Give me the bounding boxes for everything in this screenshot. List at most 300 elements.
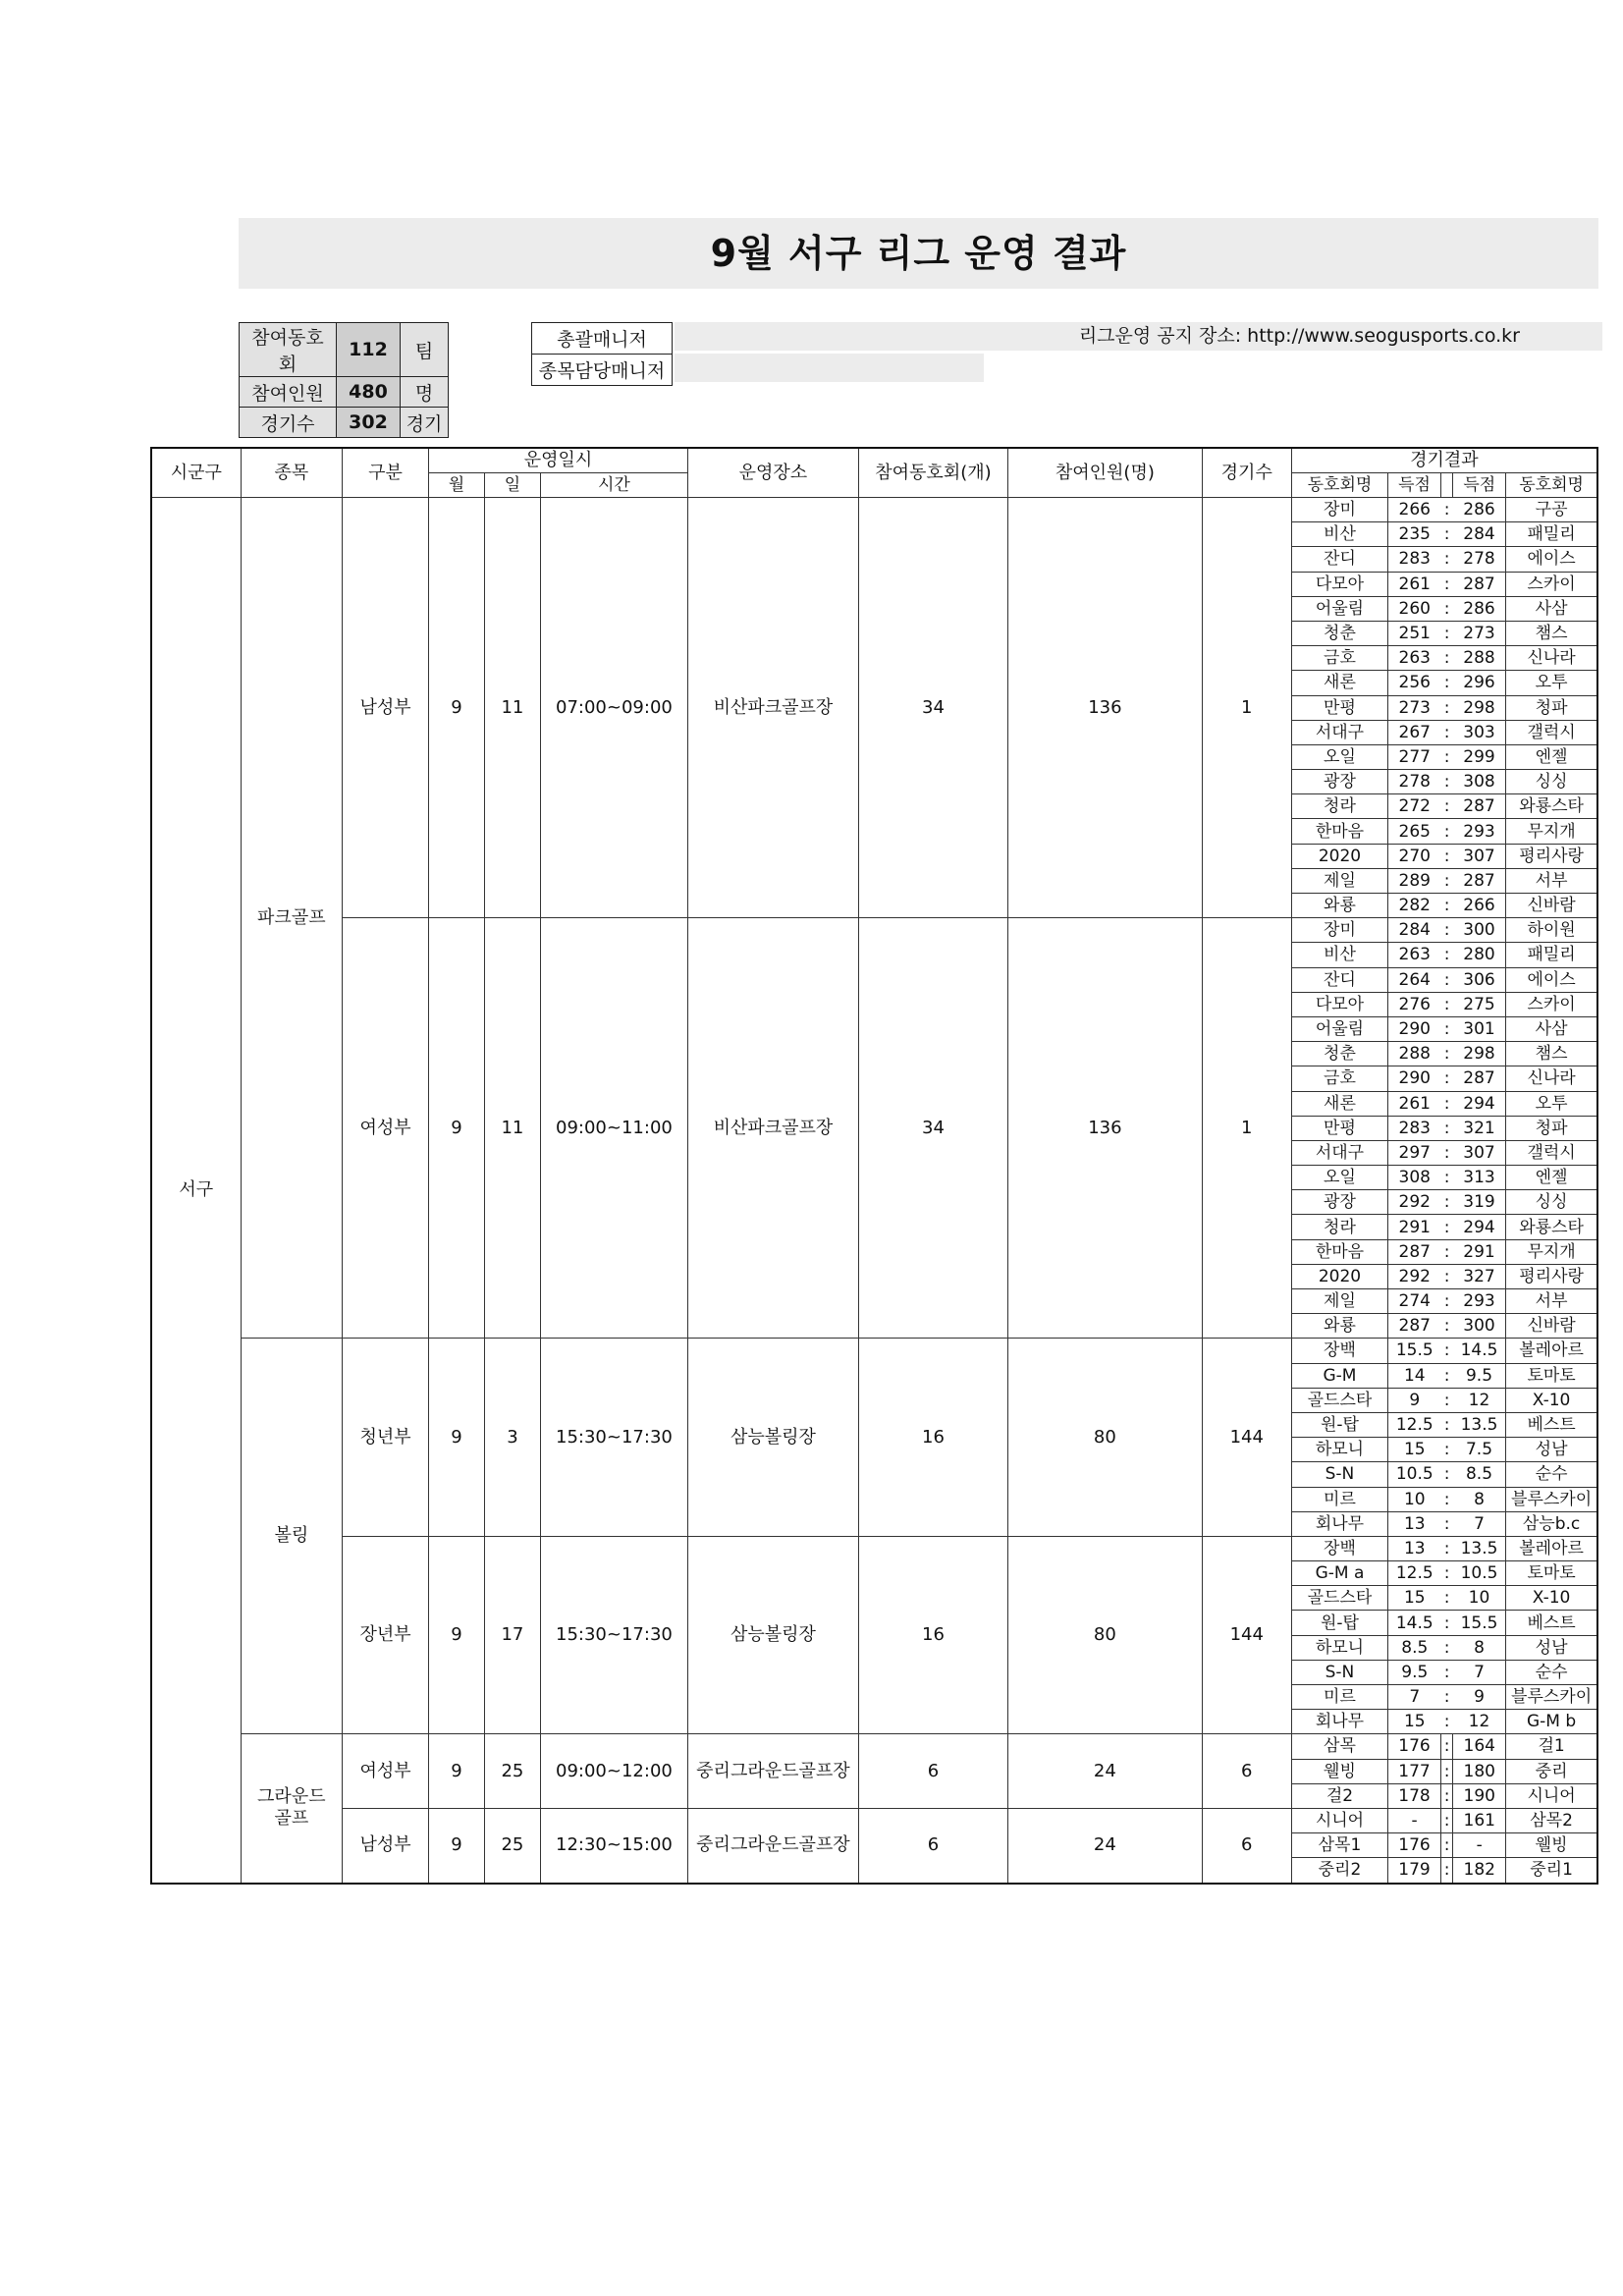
venue-cell: 비산파크골프장	[687, 498, 858, 918]
header-club-name: 동호회명	[1291, 473, 1387, 498]
month-cell: 9	[429, 918, 485, 1339]
match-separator: :	[1440, 1759, 1452, 1783]
match-score-away: 180	[1453, 1759, 1506, 1783]
match-separator: :	[1440, 572, 1452, 596]
match-score-home: 291	[1388, 1215, 1441, 1239]
match-separator: :	[1440, 596, 1452, 621]
match-separator: :	[1440, 671, 1452, 695]
match-score-home: 13	[1388, 1536, 1441, 1560]
match-separator: :	[1440, 918, 1452, 943]
match-club-home: 제일	[1291, 868, 1387, 893]
match-club-home: 웰빙	[1291, 1759, 1387, 1783]
venue-cell: 비산파크골프장	[687, 918, 858, 1339]
match-club-home: 중리2	[1291, 1858, 1387, 1884]
match-club-away: 에이스	[1506, 547, 1597, 572]
match-score-home: 265	[1388, 819, 1441, 844]
match-club-home: 하모니	[1291, 1635, 1387, 1660]
match-score-home: 14.5	[1388, 1611, 1441, 1635]
match-score-home: 267	[1388, 720, 1441, 744]
match-score-away: 291	[1453, 1239, 1506, 1264]
match-club-away: 토마토	[1506, 1363, 1597, 1388]
match-club-home: 광장	[1291, 770, 1387, 794]
table-row	[151, 1536, 1597, 1560]
match-score-home: 260	[1388, 596, 1441, 621]
people-cell: 24	[1008, 1734, 1203, 1809]
summary-label: 경기수	[240, 408, 337, 438]
header-games: 경기수	[1202, 448, 1291, 498]
match-score-home: 7	[1388, 1685, 1441, 1710]
match-score-home: -	[1388, 1808, 1441, 1832]
match-score-away: 9.5	[1453, 1363, 1506, 1388]
match-club-home: 장미	[1291, 498, 1387, 522]
match-club-home: 잔디	[1291, 547, 1387, 572]
table-row	[151, 1734, 1597, 1759]
games-cell: 1	[1202, 498, 1291, 918]
time-cell: 15:30~17:30	[540, 1339, 687, 1537]
people-cell: 80	[1008, 1339, 1203, 1537]
match-score-home: 176	[1388, 1734, 1441, 1759]
match-score-home: 270	[1388, 844, 1441, 868]
month-cell: 9	[429, 1339, 485, 1537]
people-cell: 24	[1008, 1808, 1203, 1883]
venue-cell: 삼능볼링장	[687, 1339, 858, 1537]
match-separator: :	[1440, 1685, 1452, 1710]
match-score-home: 179	[1388, 1858, 1441, 1884]
match-club-home: 2020	[1291, 1264, 1387, 1288]
people-cell: 80	[1008, 1536, 1203, 1734]
match-club-away: 블루스카이	[1506, 1487, 1597, 1511]
match-club-home: 회나무	[1291, 1511, 1387, 1536]
match-club-home: 한마음	[1291, 1239, 1387, 1264]
match-score-home: 287	[1388, 1239, 1441, 1264]
match-separator: :	[1440, 1016, 1452, 1041]
match-club-home: 만평	[1291, 695, 1387, 720]
match-score-home: 274	[1388, 1289, 1441, 1314]
match-separator: :	[1440, 1462, 1452, 1487]
match-score-home: 14	[1388, 1363, 1441, 1388]
division-cell: 남성부	[343, 498, 429, 918]
match-score-away: 286	[1453, 596, 1506, 621]
match-score-home: 266	[1388, 498, 1441, 522]
match-separator: :	[1440, 992, 1452, 1016]
match-separator: :	[1440, 943, 1452, 967]
match-separator: :	[1440, 1710, 1452, 1734]
match-club-home: 삼목1	[1291, 1833, 1387, 1858]
match-score-away: 286	[1453, 498, 1506, 522]
match-club-home: 비산	[1291, 522, 1387, 547]
match-score-away: 294	[1453, 1215, 1506, 1239]
match-club-away: 청파	[1506, 695, 1597, 720]
match-club-away: 토마토	[1506, 1561, 1597, 1586]
match-score-home: 10.5	[1388, 1462, 1441, 1487]
match-score-home: 289	[1388, 868, 1441, 893]
table-row	[151, 918, 1597, 943]
match-score-home: 177	[1388, 1759, 1441, 1783]
match-club-home: 청춘	[1291, 621, 1387, 645]
sport-cell: 볼링	[241, 1339, 343, 1734]
match-club-away: 평리사랑	[1506, 1264, 1597, 1288]
match-score-away: 294	[1453, 1091, 1506, 1116]
match-separator: :	[1440, 1066, 1452, 1091]
match-club-home: 금호	[1291, 1066, 1387, 1091]
match-score-home: 290	[1388, 1016, 1441, 1041]
match-club-away: 신나라	[1506, 646, 1597, 671]
match-club-home: 잔디	[1291, 967, 1387, 992]
summary-unit: 팀	[401, 323, 449, 377]
match-score-home: 290	[1388, 1066, 1441, 1091]
match-score-away: 266	[1453, 894, 1506, 918]
clubs-cell: 34	[858, 918, 1007, 1339]
header-clubs: 참여동호회(개)	[858, 448, 1007, 498]
match-separator: :	[1440, 1363, 1452, 1388]
division-cell: 청년부	[343, 1339, 429, 1537]
match-score-home: 292	[1388, 1264, 1441, 1288]
match-separator: :	[1440, 1264, 1452, 1288]
match-club-away: 오투	[1506, 671, 1597, 695]
match-club-home: 비산	[1291, 943, 1387, 967]
day-cell: 11	[484, 498, 540, 918]
match-score-away: 308	[1453, 770, 1506, 794]
month-cell: 9	[429, 1536, 485, 1734]
match-club-home: 새론	[1291, 1091, 1387, 1116]
summary-label: 참여인원	[240, 377, 337, 408]
match-club-home: 2020	[1291, 844, 1387, 868]
manager-label: 총괄매니저	[532, 323, 673, 355]
match-score-home: 283	[1388, 1116, 1441, 1140]
match-club-away: 사삼	[1506, 1016, 1597, 1041]
match-score-home: 256	[1388, 671, 1441, 695]
match-separator: :	[1440, 1339, 1452, 1363]
match-score-away: 319	[1453, 1190, 1506, 1215]
match-club-away: 구공	[1506, 498, 1597, 522]
day-cell: 25	[484, 1808, 540, 1883]
header-separator	[1440, 473, 1452, 498]
match-score-home: 9	[1388, 1388, 1441, 1412]
games-cell: 144	[1202, 1339, 1291, 1537]
match-separator: :	[1440, 1833, 1452, 1858]
match-club-away: 중리1	[1506, 1858, 1597, 1884]
summary-value: 302	[337, 408, 401, 438]
match-club-away: 무지개	[1506, 819, 1597, 844]
match-club-away: 청파	[1506, 1116, 1597, 1140]
match-club-home: 골드스타	[1291, 1586, 1387, 1611]
match-club-away: 베스트	[1506, 1412, 1597, 1437]
match-score-home: 9.5	[1388, 1660, 1441, 1684]
match-club-home: 금호	[1291, 646, 1387, 671]
day-cell: 11	[484, 918, 540, 1339]
match-score-home: 261	[1388, 572, 1441, 596]
division-cell: 남성부	[343, 1808, 429, 1883]
match-club-home: 미르	[1291, 1685, 1387, 1710]
header-result: 경기결과	[1291, 448, 1597, 473]
match-score-home: 12.5	[1388, 1561, 1441, 1586]
header-club-name: 동호회명	[1506, 473, 1597, 498]
match-score-away: 321	[1453, 1116, 1506, 1140]
people-cell: 136	[1008, 918, 1203, 1339]
summary-label: 참여동호회	[240, 323, 337, 377]
match-separator: :	[1440, 1215, 1452, 1239]
summary-unit: 명	[401, 377, 449, 408]
match-separator: :	[1440, 1511, 1452, 1536]
match-club-home: 광장	[1291, 1190, 1387, 1215]
match-score-away: 12	[1453, 1388, 1506, 1412]
match-club-away: 싱싱	[1506, 770, 1597, 794]
match-score-away: 273	[1453, 621, 1506, 645]
match-score-home: 10	[1388, 1487, 1441, 1511]
match-club-away: 사삼	[1506, 596, 1597, 621]
match-club-home: 와룡	[1291, 894, 1387, 918]
match-score-home: 287	[1388, 1314, 1441, 1339]
match-score-away: 164	[1453, 1734, 1506, 1759]
summary-unit: 경기	[401, 408, 449, 438]
match-club-away: 와룡스타	[1506, 794, 1597, 819]
match-separator: :	[1440, 1042, 1452, 1066]
match-separator: :	[1440, 1858, 1452, 1884]
match-separator: :	[1440, 1140, 1452, 1165]
match-separator: :	[1440, 794, 1452, 819]
match-club-home: 어울림	[1291, 1016, 1387, 1041]
match-score-away: 275	[1453, 992, 1506, 1016]
match-score-away: 14.5	[1453, 1339, 1506, 1363]
notice-text: 리그운영 공지 장소: http://www.seogusports.co.kr	[1078, 325, 1520, 347]
match-club-away: 성남	[1506, 1438, 1597, 1462]
match-separator: :	[1440, 1783, 1452, 1808]
match-score-away: 313	[1453, 1166, 1506, 1190]
match-separator: :	[1440, 1190, 1452, 1215]
table-row	[151, 1808, 1597, 1832]
match-score-home: 263	[1388, 943, 1441, 967]
match-club-away: 하이원	[1506, 918, 1597, 943]
match-club-away: 평리사랑	[1506, 844, 1597, 868]
match-club-home: 새론	[1291, 671, 1387, 695]
match-club-away: 엔젤	[1506, 744, 1597, 769]
match-club-home: 원-탑	[1291, 1412, 1387, 1437]
match-separator: :	[1440, 1314, 1452, 1339]
match-separator: :	[1440, 1116, 1452, 1140]
summary-row-people	[240, 377, 449, 408]
match-score-home: 12.5	[1388, 1412, 1441, 1437]
match-separator: :	[1440, 1611, 1452, 1635]
summary-table	[239, 322, 449, 438]
match-club-home: G-M	[1291, 1363, 1387, 1388]
match-separator: :	[1440, 1536, 1452, 1560]
match-score-away: 300	[1453, 918, 1506, 943]
match-club-home: 회나무	[1291, 1710, 1387, 1734]
match-club-away: 갤럭시	[1506, 720, 1597, 744]
match-score-away: 307	[1453, 1140, 1506, 1165]
clubs-cell: 34	[858, 498, 1007, 918]
match-club-home: 제일	[1291, 1289, 1387, 1314]
match-club-home: 청라	[1291, 794, 1387, 819]
table-row	[151, 1339, 1597, 1363]
match-separator: :	[1440, 1561, 1452, 1586]
match-score-home: 273	[1388, 695, 1441, 720]
match-score-away: 161	[1453, 1808, 1506, 1832]
header-score: 득점	[1453, 473, 1506, 498]
match-score-home: 15	[1388, 1586, 1441, 1611]
match-score-away: 327	[1453, 1264, 1506, 1288]
district-cell: 서구	[151, 498, 241, 1884]
match-separator: :	[1440, 720, 1452, 744]
match-separator: :	[1440, 646, 1452, 671]
match-score-away: 8.5	[1453, 1462, 1506, 1487]
match-club-home: 다모아	[1291, 572, 1387, 596]
summary-row-games	[240, 408, 449, 438]
day-cell: 17	[484, 1536, 540, 1734]
redacted-strip	[675, 354, 984, 382]
match-score-away: 287	[1453, 794, 1506, 819]
match-separator: :	[1440, 1166, 1452, 1190]
match-score-home: 176	[1388, 1833, 1441, 1858]
match-score-away: 13.5	[1453, 1536, 1506, 1560]
games-cell: 144	[1202, 1536, 1291, 1734]
games-cell: 6	[1202, 1734, 1291, 1809]
time-cell: 15:30~17:30	[540, 1536, 687, 1734]
match-score-home: 8.5	[1388, 1635, 1441, 1660]
header-district: 시군구	[151, 448, 241, 498]
match-score-away: 300	[1453, 1314, 1506, 1339]
match-separator: :	[1440, 819, 1452, 844]
match-score-away: 280	[1453, 943, 1506, 967]
header-month: 월	[429, 473, 485, 498]
time-cell: 09:00~11:00	[540, 918, 687, 1339]
match-score-away: 296	[1453, 671, 1506, 695]
match-score-away: 284	[1453, 522, 1506, 547]
match-separator: :	[1440, 844, 1452, 868]
match-score-away: 12	[1453, 1710, 1506, 1734]
match-score-away: 301	[1453, 1016, 1506, 1041]
match-separator: :	[1440, 744, 1452, 769]
match-club-away: 에이스	[1506, 967, 1597, 992]
match-club-away: 웰빙	[1506, 1833, 1597, 1858]
match-score-away: 7	[1453, 1511, 1506, 1536]
match-score-home: 15	[1388, 1438, 1441, 1462]
match-score-home: 278	[1388, 770, 1441, 794]
match-club-away: 챔스	[1506, 621, 1597, 645]
match-separator: :	[1440, 1289, 1452, 1314]
sport-cell: 그라운드 골프	[241, 1734, 343, 1884]
match-club-away: G-M b	[1506, 1710, 1597, 1734]
summary-row-clubs	[240, 323, 449, 377]
match-club-away: 신바람	[1506, 1314, 1597, 1339]
match-club-away: 패밀리	[1506, 522, 1597, 547]
match-club-away: 엔젤	[1506, 1166, 1597, 1190]
match-club-away: 갤럭시	[1506, 1140, 1597, 1165]
match-separator: :	[1440, 1660, 1452, 1684]
time-cell: 12:30~15:00	[540, 1808, 687, 1883]
match-club-away: 볼레아르	[1506, 1536, 1597, 1560]
match-separator: :	[1440, 1635, 1452, 1660]
month-cell: 9	[429, 1808, 485, 1883]
match-score-away: 190	[1453, 1783, 1506, 1808]
match-score-home: 297	[1388, 1140, 1441, 1165]
venue-cell: 중리그라운드골프장	[687, 1808, 858, 1883]
match-separator: :	[1440, 1586, 1452, 1611]
summary-value: 112	[337, 323, 401, 377]
match-club-home: 청라	[1291, 1215, 1387, 1239]
match-club-away: 시니어	[1506, 1783, 1597, 1808]
match-score-away: -	[1453, 1833, 1506, 1858]
clubs-cell: 16	[858, 1536, 1007, 1734]
match-separator: :	[1440, 1091, 1452, 1116]
match-separator: :	[1440, 770, 1452, 794]
venue-cell: 삼능볼링장	[687, 1536, 858, 1734]
match-club-home: 와룡	[1291, 1314, 1387, 1339]
match-club-away: 패밀리	[1506, 943, 1597, 967]
match-score-away: 293	[1453, 819, 1506, 844]
header-row	[151, 448, 1597, 473]
match-club-away: 걸1	[1506, 1734, 1597, 1759]
match-separator: :	[1440, 1808, 1452, 1832]
match-score-home: 263	[1388, 646, 1441, 671]
match-club-away: 오투	[1506, 1091, 1597, 1116]
manager-table	[531, 322, 673, 386]
match-score-away: 303	[1453, 720, 1506, 744]
manager-label: 종목담당매니저	[532, 355, 673, 386]
match-club-away: 신바람	[1506, 894, 1597, 918]
header-schedule: 운영일시	[429, 448, 688, 473]
header-score: 득점	[1388, 473, 1441, 498]
match-score-away: 10.5	[1453, 1561, 1506, 1586]
match-score-home: 264	[1388, 967, 1441, 992]
match-club-away: 스카이	[1506, 572, 1597, 596]
match-club-home: 만평	[1291, 1116, 1387, 1140]
division-cell: 여성부	[343, 918, 429, 1339]
match-score-home: 251	[1388, 621, 1441, 645]
match-club-away: 볼레아르	[1506, 1339, 1597, 1363]
match-separator: :	[1440, 894, 1452, 918]
match-score-away: 306	[1453, 967, 1506, 992]
match-score-away: 15.5	[1453, 1611, 1506, 1635]
match-separator: :	[1440, 1487, 1452, 1511]
match-club-home: 장미	[1291, 918, 1387, 943]
match-separator: :	[1440, 547, 1452, 572]
people-cell: 136	[1008, 498, 1203, 918]
match-separator: :	[1440, 868, 1452, 893]
match-score-home: 178	[1388, 1783, 1441, 1808]
match-club-away: 신나라	[1506, 1066, 1597, 1091]
match-club-away: 무지개	[1506, 1239, 1597, 1264]
month-cell: 9	[429, 498, 485, 918]
match-score-away: 8	[1453, 1635, 1506, 1660]
match-club-home: 삼목	[1291, 1734, 1387, 1759]
match-club-away: 서부	[1506, 1289, 1597, 1314]
match-score-away: 293	[1453, 1289, 1506, 1314]
match-score-home: 276	[1388, 992, 1441, 1016]
match-separator: :	[1440, 1388, 1452, 1412]
match-club-home: 한마음	[1291, 819, 1387, 844]
page-title: 9월 서구 리그 운영 결과	[710, 232, 1127, 275]
match-score-home: 272	[1388, 794, 1441, 819]
match-score-away: 8	[1453, 1487, 1506, 1511]
match-score-away: 307	[1453, 844, 1506, 868]
division-cell: 장년부	[343, 1536, 429, 1734]
match-score-away: 9	[1453, 1685, 1506, 1710]
match-score-away: 287	[1453, 868, 1506, 893]
match-score-away: 7.5	[1453, 1438, 1506, 1462]
match-club-home: 청춘	[1291, 1042, 1387, 1066]
clubs-cell: 16	[858, 1339, 1007, 1537]
match-score-home: 13	[1388, 1511, 1441, 1536]
match-club-away: 챔스	[1506, 1042, 1597, 1066]
match-score-home: 15	[1388, 1710, 1441, 1734]
match-club-home: 서대구	[1291, 720, 1387, 744]
match-club-away: 블루스카이	[1506, 1685, 1597, 1710]
match-club-home: 오일	[1291, 744, 1387, 769]
match-club-home: 다모아	[1291, 992, 1387, 1016]
match-club-home: 미르	[1291, 1487, 1387, 1511]
match-club-home: 장백	[1291, 1536, 1387, 1560]
